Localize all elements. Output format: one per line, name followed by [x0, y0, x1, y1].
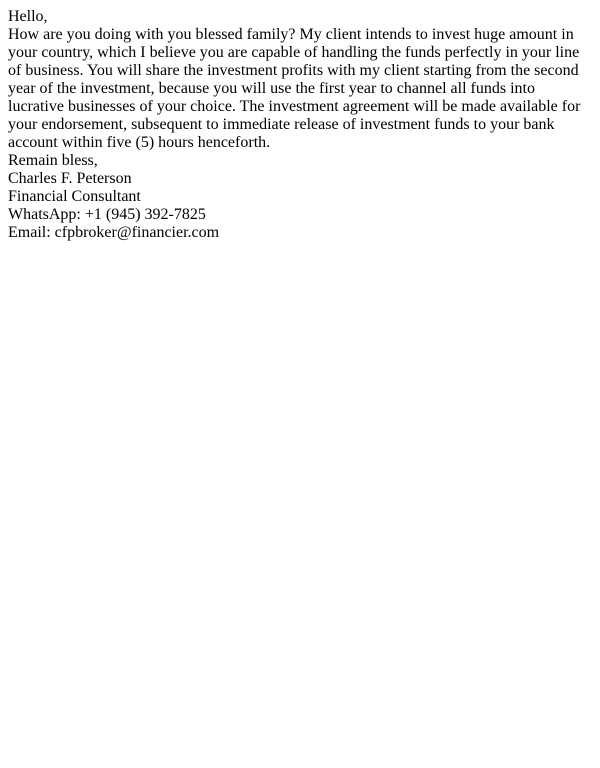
email-contact-line	[8, 224, 586, 242]
email-message	[8, 8, 586, 242]
whatsapp-contact: WhatsApp: +1 (945) 392-7825	[8, 206, 206, 223]
email-address-link[interactable]: cfpbroker@financier.com	[54, 224, 220, 241]
greeting-text: Hello,	[8, 8, 48, 25]
signature-name: Charles F. Peterson	[8, 170, 132, 187]
signature-title: Financial Consultant	[8, 188, 141, 205]
closing-text: Remain bless,	[8, 152, 98, 169]
email-label: Email:	[8, 224, 55, 241]
message-body: How are you doing with you blessed family? My client intends to invest huge amount in your country, which I believe you are capable of handling the funds perfectly in your line of business. You will share the investment profits with my client starting from the second year of the investment, because you will use the first year to channel all funds into lucrative businesses of your choice. The investment agreement will be made available for your endorsement, subsequent to immediate release of investment funds to your bank account within five (5) hours henceforth.	[8, 26, 581, 151]
